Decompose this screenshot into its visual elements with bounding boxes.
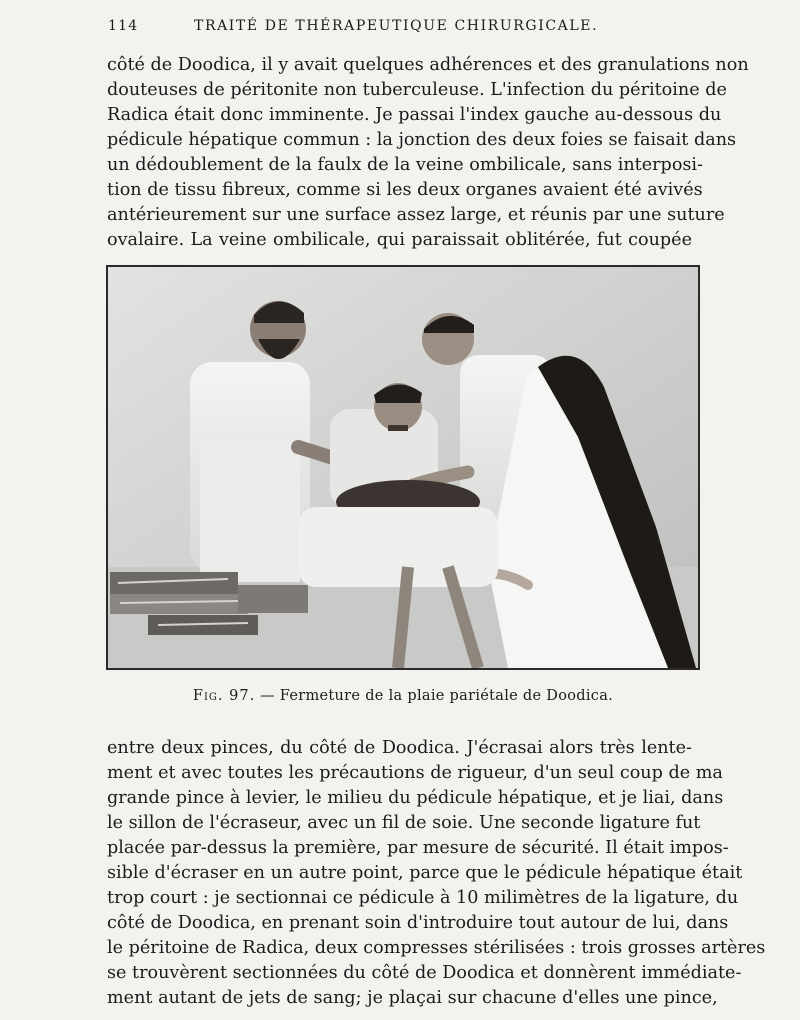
text-line: côté de Doodica, en prenant soin d'introduire tout autour de lui, dans (107, 913, 729, 933)
top-paragraph (107, 53, 749, 253)
text-line: ment et avec toutes les précautions de rigueur, d'un seul coup de ma (107, 763, 723, 783)
text-line: côté de Doodica, il y avait quelques adhérences et des granulations non (107, 55, 749, 75)
text-line: sible d'écraser en un autre point, parce que le pédicule hépatique était (107, 863, 743, 883)
text-line: douteuses de péritonite non tuberculeuse. L'infection du péritoine de (107, 80, 727, 100)
text-line: placée par-dessus la première, par mesure de sécurité. Il était impos- (107, 838, 729, 858)
figure-number: Fig. 97. (192, 688, 256, 704)
text-line: trop court : je sectionnai ce pédicule à 10 milimètres de la ligature, du (107, 888, 739, 908)
text-line: le péritoine de Radica, deux compresses stérilisées : trois grosses artères (107, 938, 766, 958)
text-line: grande pince à levier, le milieu du pédicule hépatique, et je liai, dans (107, 788, 724, 808)
text-line: ment autant de jets de sang; je plaçai sur chacune d'elles une pince, (107, 988, 718, 1008)
text-line: tion de tissu fibreux, comme si les deux organes avaient été avivés (107, 180, 703, 200)
text-line: se trouvèrent sectionnées du côté de Doodica et donnèrent immédiate- (107, 963, 742, 983)
text-line: antérieurement sur une surface assez large, et réunis par une suture (107, 205, 725, 225)
page-number: 114 (108, 18, 139, 34)
text-line: entre deux pinces, du côté de Doodica. J'écrasai alors très lente- (107, 738, 692, 758)
running-title: TRAITÉ DE THÉRAPEUTIQUE CHIRURGICALE. (194, 18, 599, 34)
figure-caption (106, 688, 700, 704)
text-line: ovalaire. La veine ombilicale, qui paraissait oblitérée, fut coupée (107, 230, 692, 250)
text-line: un dédoublement de la faulx de la veine ombilicale, sans interposi- (107, 155, 704, 175)
bottom-paragraph (107, 736, 766, 1011)
text-line: Radica était donc imminente. Je passai l'index gauche au-dessous du (107, 105, 722, 125)
figure-caption-text: — Fermeture de la plaie pariétale de Doodica. (255, 688, 614, 704)
text-line: le sillon de l'écraseur, avec un fil de soie. Une seconde ligature fut (107, 813, 701, 833)
text-line: pédicule hépatique commun : la jonction des deux foies se faisait dans (107, 130, 737, 150)
running-header (108, 18, 700, 42)
surgery-photograph (106, 265, 700, 670)
photograph-illustration (108, 267, 698, 668)
